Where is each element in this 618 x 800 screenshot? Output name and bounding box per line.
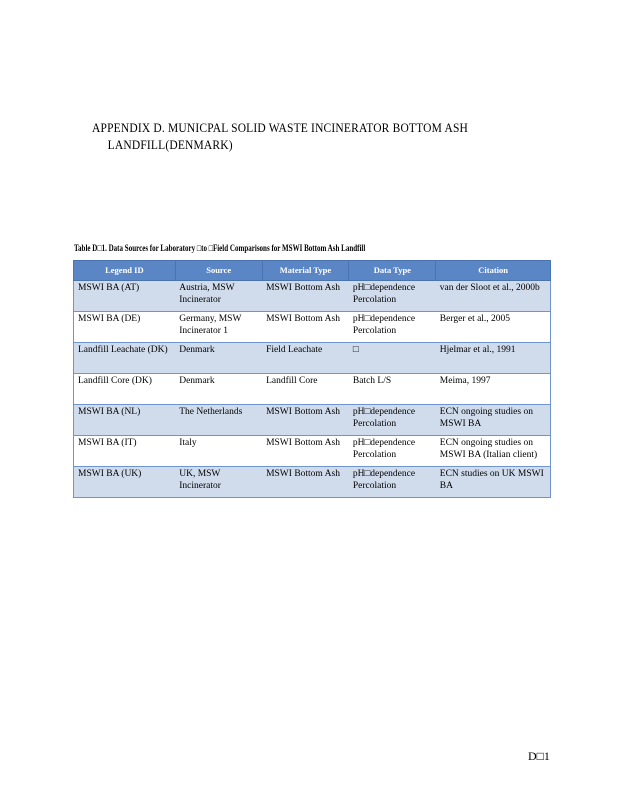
table-row: [74, 467, 551, 498]
cell-legend: MSWI BA (NL): [74, 405, 176, 436]
cell-citation: Berger et al., 2005: [436, 312, 551, 343]
cell-data-type: Batch L/S: [349, 374, 436, 405]
header-citation: Citation: [436, 261, 551, 281]
cell-source: Germany, MSW Incinerator 1: [175, 312, 262, 343]
table-row: [74, 405, 551, 436]
cell-data-type: pH□dependence Percolation: [349, 436, 436, 467]
cell-material: MSWI Bottom Ash: [262, 436, 349, 467]
table-row: [74, 312, 551, 343]
table-row: [74, 374, 551, 405]
table-caption: Table D□1. Data Sources for Laboratory □to □Field Comparisons for MSWI Bottom Ash Landfill: [74, 243, 366, 253]
data-sources-table: [73, 260, 551, 498]
header-material-type: Material Type: [262, 261, 349, 281]
cell-legend: MSWI BA (AT): [74, 281, 176, 312]
cell-citation: ECN ongoing studies on MSWI BA (Italian client): [436, 436, 551, 467]
table-header-row: [74, 261, 551, 281]
page-number: D□1: [528, 749, 550, 763]
table-row: [74, 343, 551, 374]
heading-line-2: LANDFILL(DENMARK): [107, 138, 233, 152]
cell-citation: van der Sloot et al., 2000b: [436, 281, 551, 312]
cell-source: Austria, MSW Incinerator: [175, 281, 262, 312]
appendix-heading: [92, 120, 468, 154]
cell-material: Landfill Core: [262, 374, 349, 405]
cell-source: The Netherlands: [175, 405, 262, 436]
cell-material: MSWI Bottom Ash: [262, 281, 349, 312]
header-source: Source: [175, 261, 262, 281]
cell-source: UK, MSW Incinerator: [175, 467, 262, 498]
cell-data-type: pH□dependence Percolation: [349, 405, 436, 436]
table-row: [74, 436, 551, 467]
cell-material: MSWI Bottom Ash: [262, 312, 349, 343]
cell-data-type: pH□dependence Percolation: [349, 467, 436, 498]
cell-data-type: pH□dependence Percolation: [349, 281, 436, 312]
heading-line-1: APPENDIX D. MUNICPAL SOLID WASTE INCINERATOR BOTTOM ASH: [92, 121, 469, 135]
cell-source: Denmark: [175, 374, 262, 405]
header-data-type: Data Type: [349, 261, 436, 281]
cell-data-type: □: [349, 343, 436, 374]
cell-legend: Landfill Core (DK): [74, 374, 176, 405]
cell-legend: Landfill Leachate (DK): [74, 343, 176, 374]
cell-legend: MSWI BA (DE): [74, 312, 176, 343]
cell-material: MSWI Bottom Ash: [262, 405, 349, 436]
cell-material: Field Leachate: [262, 343, 349, 374]
cell-legend: MSWI BA (IT): [74, 436, 176, 467]
header-legend-id: Legend ID: [74, 261, 176, 281]
cell-legend: MSWI BA (UK): [74, 467, 176, 498]
cell-citation: Meima, 1997: [436, 374, 551, 405]
cell-source: Italy: [175, 436, 262, 467]
cell-citation: ECN ongoing studies on MSWI BA: [436, 405, 551, 436]
cell-material: MSWI Bottom Ash: [262, 467, 349, 498]
table-row: [74, 281, 551, 312]
cell-source: Denmark: [175, 343, 262, 374]
cell-citation: ECN studies on UK MSWI BA: [436, 467, 551, 498]
cell-citation: Hjelmar et al., 1991: [436, 343, 551, 374]
cell-data-type: pH□dependence Percolation: [349, 312, 436, 343]
